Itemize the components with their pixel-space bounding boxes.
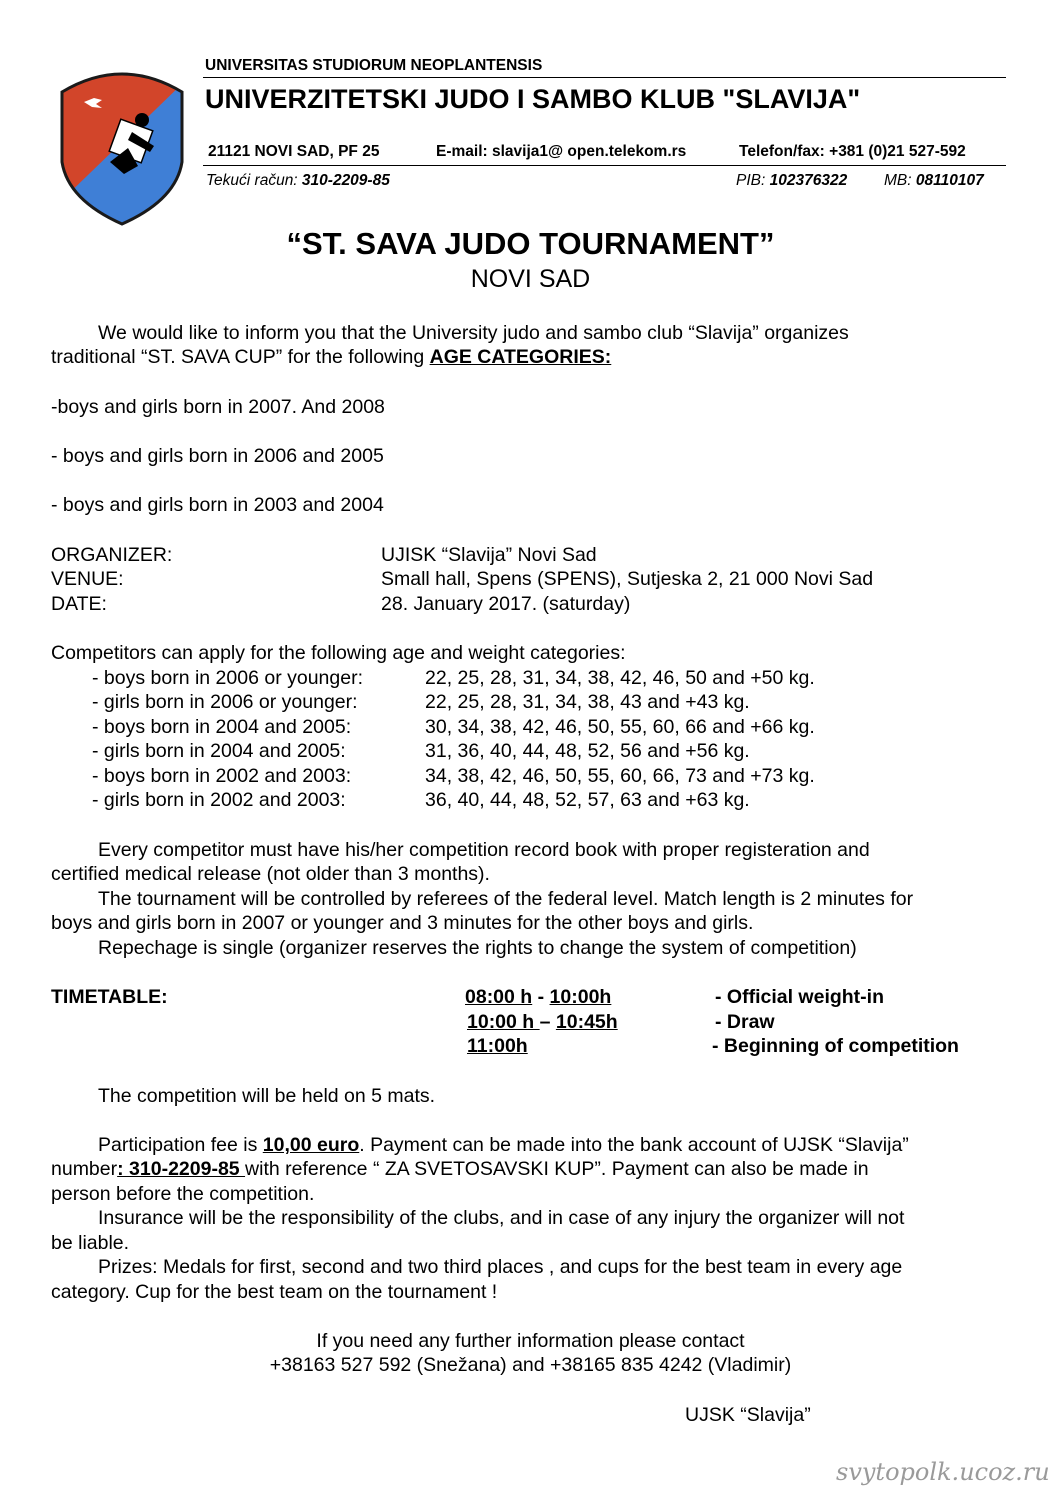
- fee-line-1: Participation fee is 10,00 euro. Payment can be made into the bank account of UJSK “Slavija”: [98, 1134, 909, 1156]
- info-value: Small hall, Spens (SPENS), Sutjeska 2, 21 000 Novi Sad: [381, 568, 874, 590]
- info-label: DATE:: [51, 593, 107, 615]
- fee-line-2: number: 310-2209-85 with reference “ ZA SVETOSAVSKI KUP”. Payment can also be made in: [51, 1158, 869, 1180]
- info-label: VENUE:: [51, 568, 124, 590]
- university-name: UNIVERSITAS STUDIORUM NEOPLANTENSIS: [205, 57, 543, 74]
- weight-group: - boys born in 2002 and 2003:: [92, 765, 352, 787]
- tournament-title: “ST. SAVA JUDO TOURNAMENT”: [286, 226, 775, 261]
- bank-account: Tekući račun: 310-2209-85: [206, 172, 390, 189]
- category-item: -boys and girls born in 2007. And 2008: [51, 396, 385, 418]
- rule-record-book: Every competitor must have his/her competition record book with proper registeration and: [98, 839, 870, 861]
- weight-group: - girls born in 2002 and 2003:: [92, 789, 346, 811]
- weight-values: 31, 36, 40, 44, 48, 52, 56 and +56 kg.: [425, 740, 750, 762]
- mb-number: MB: 08110107: [884, 172, 984, 189]
- category-item: - boys and girls born in 2003 and 2004: [51, 494, 384, 516]
- pib-number: PIB: 102376322: [736, 172, 848, 189]
- insurance-line-1: Insurance will be the responsibility of the clubs, and in case of any injury the organizer will not: [98, 1207, 905, 1229]
- timetable-time: 11:00h: [467, 1035, 528, 1057]
- timetable-event: - Draw: [715, 1011, 775, 1033]
- category-item: - boys and girls born in 2006 and 2005: [51, 445, 384, 467]
- info-value: UJISK “Slavija” Novi Sad: [381, 544, 597, 566]
- weight-group: - girls born in 2006 or younger:: [92, 691, 358, 713]
- weights-intro: Competitors can apply for the following age and weight categories:: [51, 642, 626, 664]
- mats-note: The competition will be held on 5 mats.: [98, 1085, 436, 1107]
- signature: UJSK “Slavija”: [685, 1404, 811, 1426]
- timetable-event: - Official weight-in: [715, 986, 884, 1008]
- club-phone: Telefon/fax: +381 (0)21 527-592: [739, 143, 966, 160]
- tournament-city: NOVI SAD: [470, 265, 591, 293]
- watermark: svytopolk.ucoz.ru: [836, 1458, 1050, 1486]
- intro-line-1: We would like to inform you that the University judo and sambo club “Slavija” organizes: [98, 322, 849, 344]
- timetable-label: TIMETABLE:: [51, 986, 168, 1008]
- weight-values: 30, 34, 38, 42, 46, 50, 55, 60, 66 and +66 kg.: [425, 716, 815, 738]
- weight-values: 22, 25, 28, 31, 34, 38, 43 and +43 kg.: [425, 691, 750, 713]
- prizes-line-2: category. Cup for the best team on the tournament !: [51, 1281, 498, 1303]
- contact-line-1: If you need any further information please contact: [316, 1330, 745, 1352]
- contact-line-2: +38163 527 592 (Snežana) and +38165 835 4242 (Vladimir): [269, 1354, 792, 1376]
- club-name: UNIVERZITETSKI JUDO I SAMBO KLUB "SLAVIJA": [205, 84, 861, 114]
- insurance-line-2: be liable.: [51, 1232, 130, 1254]
- weight-values: 34, 38, 42, 46, 50, 55, 60, 66, 73 and +73 kg.: [425, 765, 815, 787]
- rule-referees: The tournament will be controlled by referees of the federal level. Match length is 2 minutes for: [98, 888, 914, 910]
- timetable-event: - Beginning of competition: [712, 1035, 959, 1057]
- header-rule-top: [203, 77, 1006, 78]
- info-label: ORGANIZER:: [51, 544, 173, 566]
- weight-group: - girls born in 2004 and 2005:: [92, 740, 346, 762]
- club-email[interactable]: E-mail: slavija1@ open.telekom.rs: [436, 143, 687, 160]
- weight-values: 22, 25, 28, 31, 34, 38, 42, 46, 50 and +50 kg.: [425, 667, 815, 689]
- club-logo: [58, 62, 186, 226]
- fee-line-3: person before the competition.: [51, 1183, 315, 1205]
- club-address: 21121 NOVI SAD, PF 25: [208, 143, 380, 160]
- timetable-time: 10:00 h – 10:45h: [467, 1011, 618, 1033]
- rule-record-book-cont: certified medical release (not older than 3 months).: [51, 863, 490, 885]
- intro-line-2: traditional “ST. SAVA CUP” for the following AGE CATEGORIES:: [51, 346, 612, 368]
- prizes-line-1: Prizes: Medals for first, second and two third places , and cups for the best team in every age: [98, 1256, 903, 1278]
- rule-repechage: Repechage is single (organizer reserves the rights to change the system of competition): [98, 937, 857, 959]
- header-rule-bottom: [203, 165, 1006, 166]
- timetable-time: 08:00 h - 10:00h: [465, 986, 612, 1008]
- info-value: 28. January 2017. (saturday): [381, 593, 631, 615]
- weight-group: - boys born in 2004 and 2005:: [92, 716, 352, 738]
- weight-values: 36, 40, 44, 48, 52, 57, 63 and +63 kg.: [425, 789, 750, 811]
- rule-referees-cont: boys and girls born in 2007 or younger and 3 minutes for the other boys and girls.: [51, 912, 754, 934]
- weight-group: - boys born in 2006 or younger:: [92, 667, 364, 689]
